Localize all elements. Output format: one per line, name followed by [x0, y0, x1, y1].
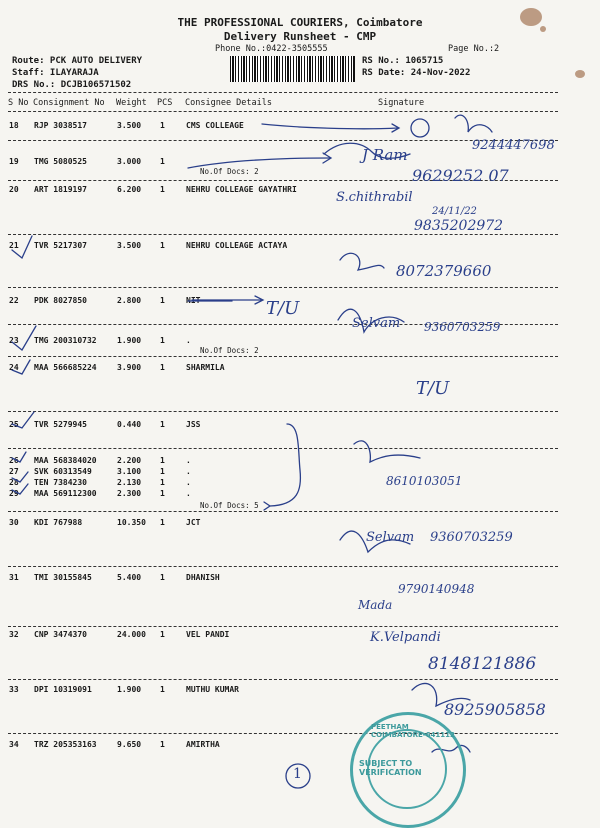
row-pcs: 1: [160, 241, 165, 250]
ink-phone-32: 8148121886: [428, 654, 537, 674]
row-sno: 31: [9, 573, 19, 582]
row-consignee: NEHRU COLLEAGE ACTAYA: [186, 241, 288, 250]
ink-circled-number: 1: [293, 766, 302, 782]
row-weight: 0.440: [117, 420, 142, 429]
row-sno: 19: [9, 157, 19, 166]
row-sno: 33: [9, 685, 19, 694]
row-pcs: 1: [160, 336, 165, 345]
row-consignment: KDI 767988: [34, 518, 83, 527]
row-consignment: TVR 5279945: [34, 420, 87, 429]
company-name: THE PROFESSIONAL COURIERS, Coimbatore: [177, 16, 423, 29]
row-consignment: TMI 30155845: [34, 573, 92, 582]
row-docs-count: No.Of Docs: 5: [200, 501, 259, 510]
row-pcs: 1: [160, 478, 165, 487]
ink-name-32: K.Velpandi: [370, 630, 441, 645]
row-sno: 27: [9, 467, 19, 476]
row-sno: 29: [9, 489, 19, 498]
row-consignee: NEHRU COLLEAGE GAYATHRI: [186, 185, 297, 194]
row-weight: 2.800: [117, 296, 142, 305]
ink-phone-20: 9835202972: [414, 218, 504, 234]
row-sno: 28: [9, 478, 19, 487]
ink-name-20: S.chithrabil: [336, 190, 413, 205]
row-consignment: MAA 568384020: [34, 456, 97, 465]
row-weight: 1.900: [117, 685, 142, 694]
row-consignment: SVK 60313549: [34, 467, 92, 476]
ink-phone-23: 9360703259: [424, 320, 501, 334]
row-consignee: CMS COLLEAGE: [186, 121, 244, 130]
row-consignment: DPI 10319091: [34, 685, 92, 694]
row-consignee: VEL PANDI: [186, 630, 230, 639]
rs-date: RS Date: 24-Nov-2022: [362, 68, 471, 78]
row-pcs: 1: [160, 121, 165, 130]
row-consignment: TMG 200310732: [34, 336, 97, 345]
row-weight: 3.900: [117, 363, 142, 372]
ink-name-19: J Ram: [362, 146, 408, 164]
ink-phone-31: 9790140948: [398, 582, 475, 596]
row-weight: 3.500: [117, 121, 142, 130]
row-pcs: 1: [160, 685, 165, 694]
row-consignee: AMIRTHA: [186, 740, 220, 749]
row-weight: 9.650: [117, 740, 142, 749]
rs-number: RS No.: 1065715: [362, 56, 444, 66]
col-signature: Signature: [378, 98, 425, 108]
row-weight: 5.400: [117, 573, 142, 582]
row-pcs: 1: [160, 157, 165, 166]
row-consignee: DHANISH: [186, 573, 220, 582]
ink-phone-19: 9629252 07: [412, 166, 509, 185]
ink-name-23: Selvam: [352, 316, 401, 331]
ink-date-20: 24/11/22: [432, 206, 477, 217]
row-consignment: TEN 7384230: [34, 478, 87, 487]
ink-phone-30: 9360703259: [430, 530, 513, 545]
row-weight: 10.350: [117, 518, 146, 527]
row-weight: 3.500: [117, 241, 142, 250]
row-pcs: 1: [160, 456, 165, 465]
row-weight: 2.130: [117, 478, 142, 487]
route: Route: PCK AUTO DELIVERY: [12, 56, 143, 66]
row-pcs: 1: [160, 630, 165, 639]
document-title: Delivery Runsheet - CMP: [223, 30, 377, 43]
row-sno: 24: [9, 363, 19, 372]
row-sno: 20: [9, 185, 19, 194]
page-number: Page No.:2: [448, 44, 500, 54]
staff: Staff: ILAYARAJA: [12, 68, 99, 78]
row-sno: 21: [9, 241, 19, 250]
ink-phone-18: 9244447698: [472, 138, 555, 153]
drs-number: DRS No.: DCJB106571502: [12, 80, 132, 90]
row-sno: 18: [9, 121, 19, 130]
row-consignment: TVR 5217307: [34, 241, 87, 250]
row-sno: 25: [9, 420, 19, 429]
row-consignee: JCT: [186, 518, 201, 527]
row-consignee: .: [186, 467, 191, 476]
row-weight: 3.000: [117, 157, 142, 166]
ink-name-30: Selvam: [366, 530, 415, 545]
row-pcs: 1: [160, 740, 165, 749]
row-weight: 24.000: [117, 630, 146, 639]
row-weight: 2.200: [117, 456, 142, 465]
row-weight: 2.300: [117, 489, 142, 498]
row-pcs: 1: [160, 467, 165, 476]
row-pcs: 1: [160, 573, 165, 582]
row-pcs: 1: [160, 296, 165, 305]
col-consignment: Consignment No: [33, 98, 105, 108]
ink-name-31: Mada: [358, 598, 393, 612]
row-consignment: CNP 3474370: [34, 630, 87, 639]
row-pcs: 1: [160, 518, 165, 527]
row-consignee: MUTHU KUMAR: [186, 685, 239, 694]
row-consignee: .: [186, 489, 191, 498]
row-docs-count: No.Of Docs: 2: [200, 346, 259, 355]
row-weight: 1.900: [117, 336, 142, 345]
row-consignee: NIT: [186, 296, 201, 305]
col-consignee: Consignee Details: [185, 98, 272, 108]
row-consignment: RJP 3038517: [34, 121, 87, 130]
row-consignment: PDK 8027850: [34, 296, 87, 305]
row-pcs: 1: [160, 420, 165, 429]
row-consignment: ART 1819197: [34, 185, 87, 194]
row-consignment: TMG 5080525: [34, 157, 87, 166]
row-weight: 3.100: [117, 467, 142, 476]
row-sno: 22: [9, 296, 19, 305]
ink-phone-26: 8610103051: [386, 474, 463, 488]
ink-mark-22: T/U: [266, 298, 300, 319]
row-consignee: JSS: [186, 420, 201, 429]
row-consignment: MAA 569112300: [34, 489, 97, 498]
row-pcs: 1: [160, 363, 165, 372]
row-sno: 30: [9, 518, 19, 527]
row-consignee: .: [186, 456, 191, 465]
row-docs-count: No.Of Docs: 2: [200, 167, 259, 176]
row-pcs: 1: [160, 489, 165, 498]
row-consignment: MAA 566685224: [34, 363, 97, 372]
row-weight: 6.200: [117, 185, 142, 194]
row-sno: 26: [9, 456, 19, 465]
row-consignee: SHARMILA: [186, 363, 225, 372]
row-sno: 34: [9, 740, 19, 749]
ink-phone-33: 8925905858: [444, 700, 546, 719]
row-pcs: 1: [160, 185, 165, 194]
row-sno: 23: [9, 336, 19, 345]
stamp-top-text: PEETHAM COIMBATORE-641112: [371, 723, 455, 739]
row-consignee: .: [186, 336, 191, 345]
row-consignment: TRZ 205353163: [34, 740, 97, 749]
row-consignee: .: [186, 478, 191, 487]
col-weight: Weight: [116, 98, 147, 108]
col-pcs: PCS: [157, 98, 173, 108]
verification-stamp: [350, 712, 466, 828]
ink-phone-21: 8072379660: [396, 262, 492, 280]
row-sno: 32: [9, 630, 19, 639]
ink-mark-24: T/U: [416, 378, 450, 399]
stamp-text: SUBJECT TO VERIFICATION: [359, 759, 422, 777]
col-sno: S No: [8, 98, 29, 108]
phone-number: Phone No.:0422-3505555: [215, 44, 328, 54]
